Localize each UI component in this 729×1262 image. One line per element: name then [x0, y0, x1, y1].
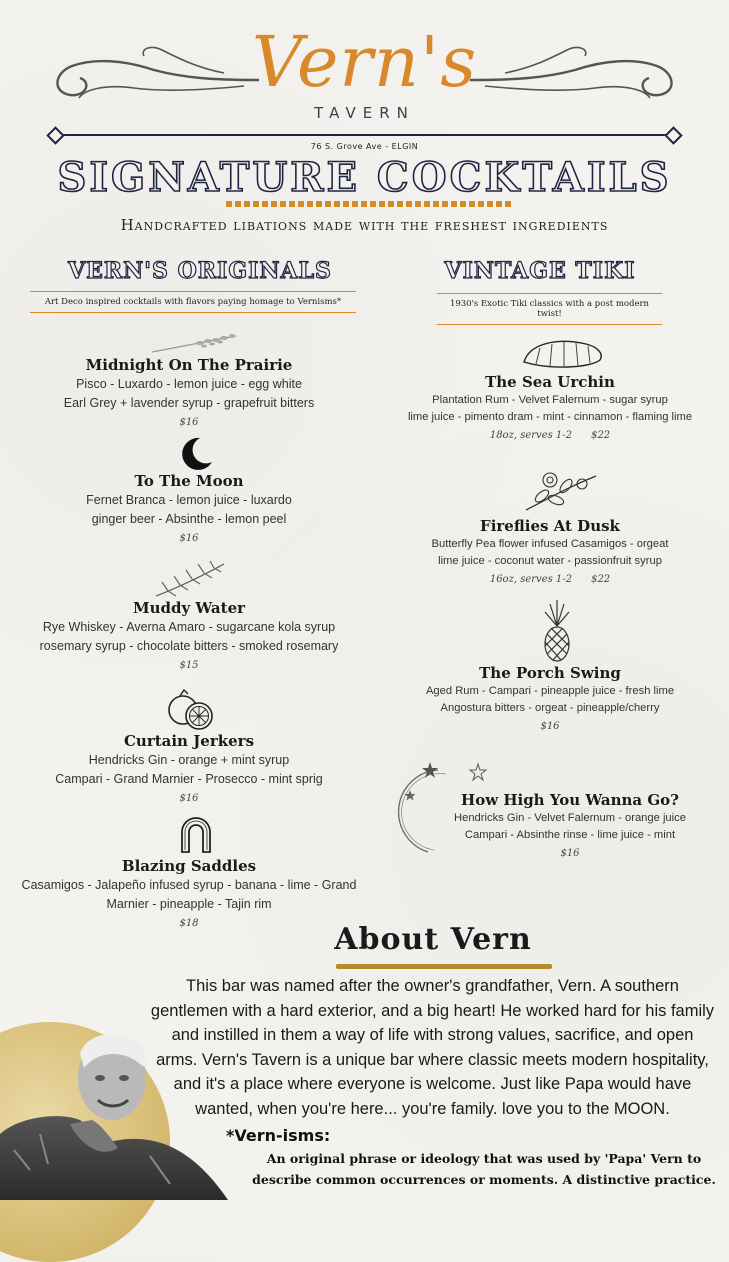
tiki-title: VINTAGE TIKI — [444, 258, 636, 284]
originals-subtitle: Art Deco inspired cocktails with flavors paying homage to Vernisms* — [30, 291, 356, 313]
drink-price: $15 — [179, 660, 199, 671]
drink-ingredients: Butterfly Pea flower infused Casamigos - orgeat — [431, 538, 669, 550]
drink-name: How High You Wanna Go? — [461, 791, 679, 809]
flower-branch-icon — [520, 466, 600, 516]
title-dotted-underline — [226, 201, 512, 207]
drink-ingredients: Campari - Absinthe rinse - lime juice - mint — [464, 829, 676, 841]
drink-price: 16oz, serves 1-2 $22 — [489, 574, 611, 585]
vern-isms-definition: An original phrase or ideology that was used by 'Papa' Vern to describe common occurrences or moments. A distinctive practice. — [252, 1151, 716, 1187]
drink-name: To The Moon — [134, 472, 244, 490]
drink-blazing-saddles — [14, 856, 364, 929]
drink-midnight-on-the-prairie — [14, 355, 364, 428]
drink-ingredients: Earl Grey + lavender syrup - grapefruit bitters — [63, 396, 315, 410]
drink-ingredients: Rye Whiskey - Averna Amaro - sugarcane kola syrup — [42, 620, 336, 634]
drink-name: Midnight On The Prairie — [85, 356, 293, 374]
orange-slice-icon — [166, 688, 216, 732]
address: 76 S. Grove Ave - ELGIN — [310, 142, 419, 151]
horseshoe-icon — [176, 812, 216, 854]
drink-ingredients: lime juice - pimento dram - mint - cinnamon - flaming lime — [407, 411, 693, 423]
logo-script: Vern's — [251, 21, 478, 103]
header-rule — [56, 134, 673, 136]
originals-title: VERN'S ORIGINALS — [68, 258, 332, 284]
seashell-icon — [520, 336, 606, 372]
drink-curtain-jerkers — [14, 731, 364, 804]
drink-ingredients: ginger beer - Absinthe - lemon peel — [91, 512, 287, 526]
drink-ingredients: lime juice - coconut water - passionfruit syrup — [438, 555, 662, 567]
drink-ingredients: rosemary syrup - chocolate bitters - smoked rosemary — [39, 639, 339, 653]
drink-fireflies-at-dusk — [380, 516, 720, 585]
drink-ingredients: Hendricks Gin - Velvet Falernum - orange juice — [454, 812, 686, 824]
drink-ingredients: Plantation Rum - Velvet Falernum - sugar syrup — [432, 394, 668, 406]
tagline: Handcrafted libations made with the freshest ingredients — [120, 216, 609, 234]
drink-muddy-water — [14, 598, 364, 671]
drink-ingredients: Angostura bitters - orgeat - pineapple/cherry — [440, 702, 660, 714]
page-title: SIGNATURE COCKTAILS — [57, 154, 672, 201]
drink-name: The Porch Swing — [479, 664, 621, 682]
drink-ingredients: Casamigos - Jalapeño infused syrup - banana - lime - Grand — [21, 878, 357, 892]
vern-isms-title: *Vern-isms: — [226, 1126, 331, 1145]
drink-price: $16 — [179, 533, 199, 544]
drink-to-the-moon — [14, 471, 364, 544]
drink-ingredients: Fernet Branca - lemon juice - luxardo — [86, 493, 292, 507]
about-title: About Vern — [334, 922, 532, 957]
lavender-sprig-icon — [150, 330, 240, 354]
drink-price: $16 — [560, 848, 580, 859]
logo-tavern-text: TAVERN — [314, 104, 415, 122]
drink-price: $16 — [540, 721, 560, 732]
drink-name: Muddy Water — [132, 599, 246, 617]
drink-name: Blazing Saddles — [121, 857, 257, 875]
about-text: This bar was named after the owner's grandfather, Vern. A southern gentlemen with a hard exterior, and a big heart! He worked hard for his family and instilled in them a way of life with strong values, sacrifice, and open arms. Vern's Tavern is a unique bar where classic meets modern hospitality, and it's a place where everyone is welcome. Just like Papa would have wanted, when you're here... you're family. love you to the MOON. — [150, 977, 715, 1118]
drink-name: Fireflies At Dusk — [480, 517, 620, 535]
drink-ingredients: Pisco - Luxardo - lemon juice - egg white — [76, 377, 302, 391]
pineapple-icon — [540, 600, 574, 662]
drink-price: 18oz, serves 1-2 $22 — [489, 430, 611, 441]
drink-price: $16 — [179, 793, 199, 804]
drink-the-sea-urchin — [380, 372, 720, 441]
crescent-moon-icon — [178, 436, 214, 472]
drink-the-porch-swing — [380, 663, 720, 732]
drink-ingredients: Campari - Grand Marnier - Prosecco - mint sprig — [55, 772, 323, 786]
rosemary-sprig-icon — [152, 560, 228, 600]
drink-price: $16 — [179, 417, 199, 428]
drink-price: $18 — [179, 918, 199, 929]
drink-name: Curtain Jerkers — [123, 732, 255, 750]
drink-ingredients: Marnier - pineapple - Tajin rim — [106, 897, 272, 911]
about-underline — [336, 964, 552, 969]
tiki-subtitle: 1930's Exotic Tiki classics with a post modern twist! — [437, 293, 662, 325]
drink-ingredients: Hendricks Gin - orange + mint syrup — [88, 753, 290, 767]
drink-how-high-you-wanna-go — [420, 790, 720, 859]
drink-ingredients: Aged Rum - Campari - pineapple juice - fresh lime — [425, 685, 675, 697]
drink-name: The Sea Urchin — [485, 373, 615, 391]
